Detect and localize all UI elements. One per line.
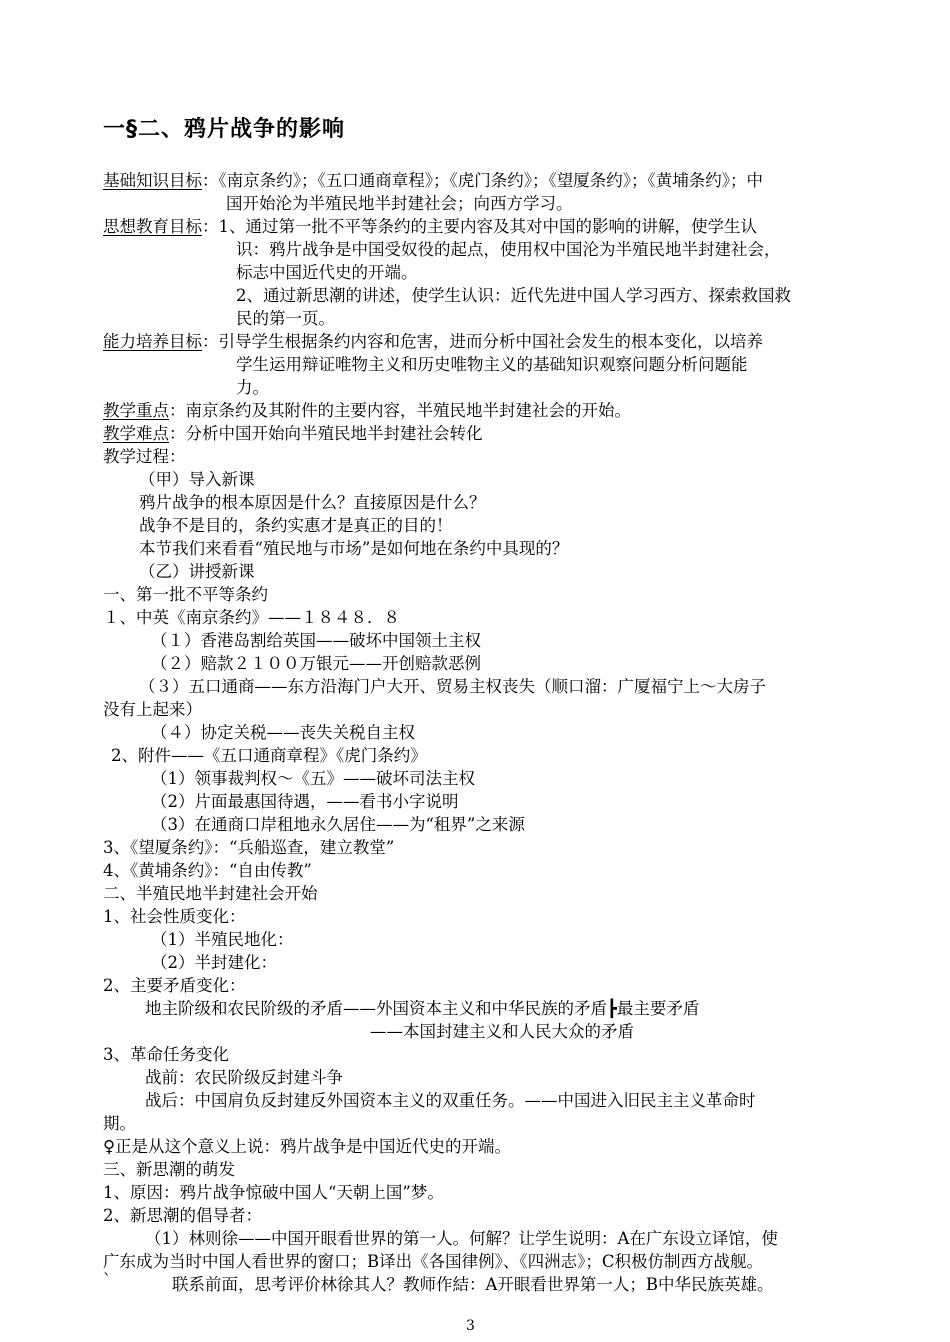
basic-objective-line1: 基础知识目标：《南京条约》；《五口通商章程》；《虎门条约》；《望厦条约》；《黄埔条约》；中 — [103, 171, 763, 190]
body-line: （３）五口通商——东方沿海门户大开、贸易主权丧失（顺口溜：广厦福宁上～大房子 — [139, 677, 766, 696]
ability-objective-line3: 力。 — [236, 378, 269, 397]
body-line: （3）在通商口岸租地永久居住——为“租界”之来源 — [151, 815, 525, 834]
body-line: （2）半封建化： — [151, 953, 277, 972]
body-line: 广东成为当时中国人看世界的窗口；B译出《各国律例》、《四洲志》；C积极仿制西方战舰。 — [103, 1252, 763, 1271]
body-line: 联系前面，思考评价林徐其人？教师作結：A开眼看世界第一人；B中华民族英雄。 — [172, 1275, 774, 1294]
page-title: 一§二、鸦片战争的影响 — [103, 117, 346, 142]
body-line: ——本国封建主义和人民大众的矛盾 — [370, 1022, 634, 1041]
body-line: （2）片面最惠国待遇，——看书小字说明 — [151, 792, 459, 811]
body-line: 鸦片战争的根本原因是什么？直接原因是什么？ — [139, 493, 486, 512]
body-line: （１）香港岛割给英国——破坏中国领土主权 — [151, 631, 481, 650]
ability-objective-label: 能力培养目标 — [103, 332, 202, 351]
body-line: 教学过程： — [103, 447, 186, 466]
section-heading: 一、第一批不平等条约 — [103, 585, 268, 604]
body-line: ♀正是从这个意义上说：鸦片战争是中国近代史的开端。 — [103, 1137, 512, 1156]
body-line: 战后：中国肩负反封建反外国资本主义的双重任务。——中国进入旧民主主义革命时 — [145, 1091, 756, 1110]
body-line: （甲）导入新课 — [139, 470, 255, 489]
ideology-objective-line3: 标志中国近代史的开端。 — [236, 263, 418, 282]
body-line: （1）半殖民地化： — [151, 930, 294, 949]
body-line: 战争不是目的，条约实惠才是真正的目的！ — [139, 516, 453, 535]
body-line: 期。 — [103, 1114, 136, 1133]
body-line: （1）领事裁判权～《五》——破坏司法主权 — [151, 769, 475, 788]
ability-objective-line1: 能力培养目标：引导学生根据条约内容和危害，进而分析中国社会发生的根本变化，以培养 — [103, 332, 763, 351]
body-line: 1、社会性质变化： — [103, 907, 246, 926]
body-line: （1）林则徐——中国开眼看世界的第一人。何解？让学生说明：A在广东设立译馆，使 — [145, 1229, 778, 1248]
ideology-objective-line2: 识：鸦片战争是中国受奴役的起点，使用权中国沦为半殖民地半封建社会， — [236, 240, 781, 259]
ideology-objective-line4: 2、通过新思潮的讲述，使学生认识：近代先进中国人学习西方、探索救国救 — [236, 286, 791, 305]
body-line: 地主阶级和农民阶级的矛盾——外国资本主义和中华民族的矛盾┣最主要矛盾 — [145, 999, 700, 1018]
ideology-objective-line5: 民的第一页。 — [236, 309, 335, 328]
body-line: 2、新思潮的倡导者： — [103, 1206, 262, 1225]
body-line: 3、《望厦条约》：“兵船巡查，建立教堂” — [103, 838, 395, 857]
body-line: ` — [103, 1271, 112, 1290]
basic-objective-line2: 国开始沦为半殖民地半封建社会；向西方学习。 — [226, 194, 573, 213]
basic-objective-label: 基础知识目标 — [103, 171, 202, 190]
body-line: 本节我们来看看“殖民地与市场”是如何地在条约中具现的？ — [139, 539, 569, 558]
body-line: 2、附件——《五口通商章程》《虎门条约》 — [111, 746, 427, 765]
body-line: 没有上起来） — [103, 700, 202, 719]
difficult-point-line: 教学难点：分析中国开始向半殖民地半封建社会转化 — [103, 424, 483, 443]
ability-objective-line2: 学生运用辩证唯物主义和历史唯物主义的基础知识观察问题分析问题能 — [236, 355, 748, 374]
ideology-objective-line1: 思想教育目标：1、通过第一批不平等条约的主要内容及其对中国的影响的讲解，使学生认 — [103, 217, 757, 236]
page-number: 3 — [466, 1318, 475, 1334]
key-point-label: 教学重点 — [103, 401, 169, 420]
body-line: 1、原因：鸦片战争惊破中国人“天朝上国”梦。 — [103, 1183, 444, 1202]
body-line: １、中英《南京条约》——１８４８．８ — [103, 608, 400, 627]
key-point-line: 教学重点：南京条约及其附件的主要内容，半殖民地半封建社会的开始。 — [103, 401, 631, 420]
body-line: 3、革命任务变化 — [103, 1045, 229, 1064]
section-heading: 三、新思潮的萌发 — [103, 1160, 235, 1179]
body-line: 战前：农民阶级反封建斗争 — [145, 1068, 343, 1087]
body-line: 2、主要矛盾变化： — [103, 976, 246, 995]
ideology-objective-label: 思想教育目标 — [103, 217, 202, 236]
body-line: （２）赔款２１００万银元——开创赔款恶例 — [151, 654, 481, 673]
body-line: 4、《黄埔条约》：“自由传教” — [103, 861, 312, 880]
body-line: （４）协定关税——丧失关税自主权 — [151, 723, 415, 742]
body-line: （乙）讲授新课 — [139, 562, 255, 581]
difficult-point-label: 教学难点 — [103, 424, 169, 443]
section-heading: 二、半殖民地半封建社会开始 — [103, 884, 318, 903]
